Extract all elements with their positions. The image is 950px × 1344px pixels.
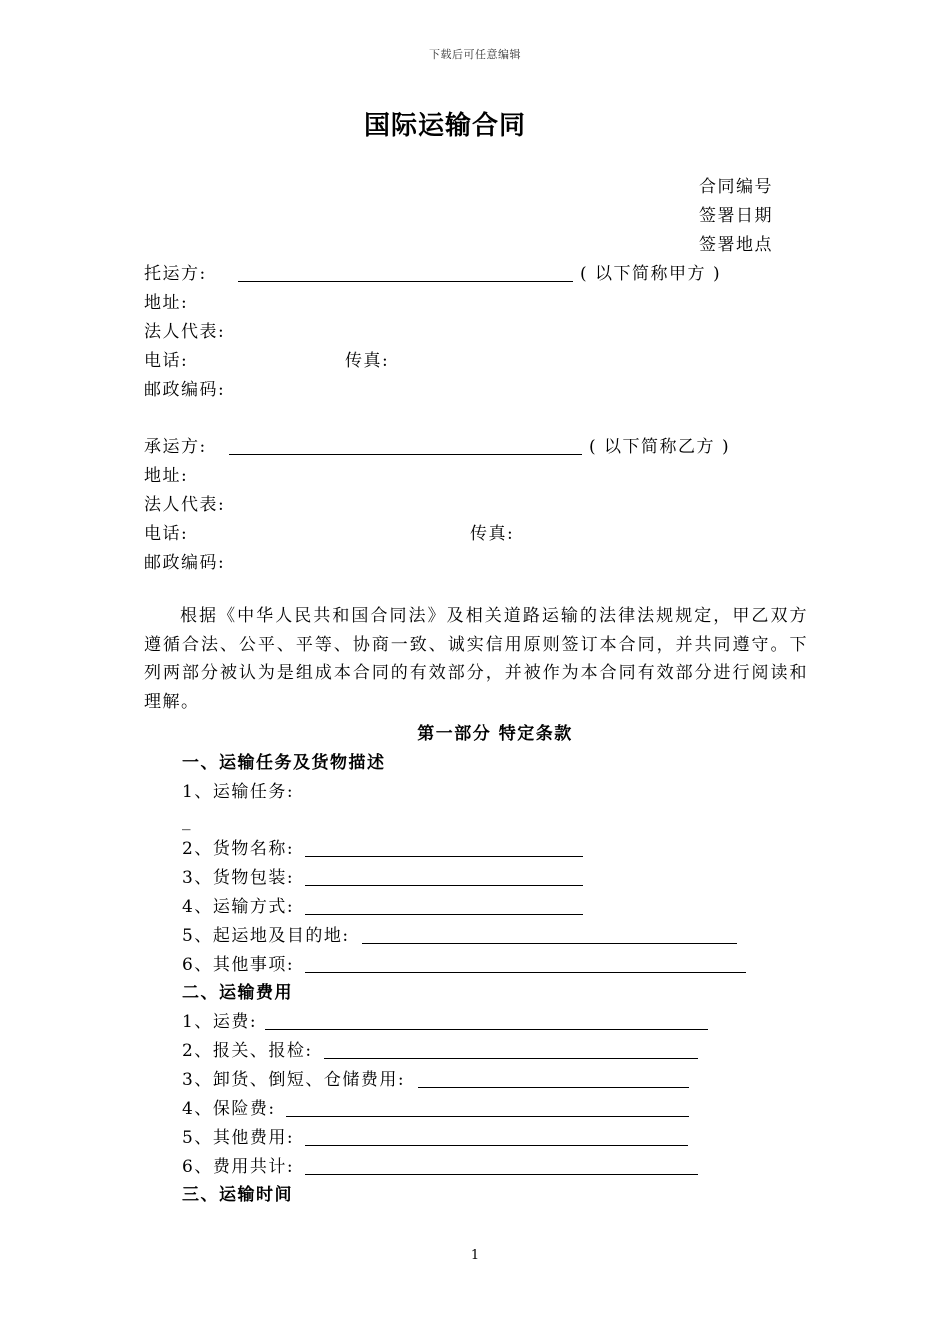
section1-item-3: 3、货物包装: bbox=[182, 868, 295, 888]
section2-item-5: 5、其他费用: bbox=[182, 1128, 295, 1148]
party-a-name-blank[interactable] bbox=[238, 281, 573, 282]
sign-place-label: 签署地点 bbox=[699, 235, 773, 255]
party-a-legal-rep-label: 法人代表: bbox=[144, 322, 226, 342]
section2-item-3: 3、卸货、倒短、仓储费用: bbox=[182, 1070, 406, 1090]
section1-item-4: 4、运输方式: bbox=[182, 897, 295, 917]
origin-destination-blank[interactable] bbox=[362, 943, 737, 944]
party-b-address-label: 地址: bbox=[144, 466, 189, 486]
section2-item-6: 6、费用共计: bbox=[182, 1157, 295, 1177]
sign-date-label: 签署日期 bbox=[699, 206, 773, 226]
page-number: 1 bbox=[470, 1248, 480, 1263]
party-b-label: 承运方: bbox=[144, 437, 207, 457]
insurance-fee-blank[interactable] bbox=[286, 1116, 689, 1117]
section1-item-5: 5、起运地及目的地: bbox=[182, 926, 350, 946]
section2-item-1: 1、运费: bbox=[182, 1012, 258, 1032]
party-b-legal-rep-label: 法人代表: bbox=[144, 495, 226, 515]
party-b-name-blank[interactable] bbox=[229, 454, 582, 455]
section2-heading: 二、运输费用 bbox=[182, 983, 293, 1003]
party-b-postcode-label: 邮政编码: bbox=[144, 553, 226, 573]
party-a-label: 托运方: bbox=[144, 264, 207, 284]
party-a-address-label: 地址: bbox=[144, 293, 189, 313]
section1-item-6: 6、其他事项: bbox=[182, 955, 295, 975]
section2-item-4: 4、保险费: bbox=[182, 1099, 276, 1119]
section1-item-1: 1、运输任务: bbox=[182, 782, 295, 802]
party-a-fax-label: 传真: bbox=[345, 351, 390, 371]
section1-heading: 一、运输任务及货物描述 bbox=[182, 753, 386, 773]
part1-heading: 第一部分 特定条款 bbox=[417, 724, 573, 744]
party-a-suffix: ( 以下简称甲方 ) bbox=[580, 264, 722, 284]
document-title: 国际运输合同 bbox=[363, 111, 526, 141]
contract-number-label: 合同编号 bbox=[699, 177, 773, 197]
party-a-postcode-label: 邮政编码: bbox=[144, 380, 226, 400]
party-a-phone-label: 电话: bbox=[144, 351, 189, 371]
party-b-phone-label: 电话: bbox=[144, 524, 189, 544]
section1-underscore: _ bbox=[182, 811, 192, 831]
section1-item-2: 2、货物名称: bbox=[182, 839, 295, 859]
party-b-suffix: ( 以下简称乙方 ) bbox=[589, 437, 731, 457]
goods-package-blank[interactable] bbox=[305, 885, 583, 886]
unloading-storage-blank[interactable] bbox=[418, 1087, 689, 1088]
header-note: 下载后可任意编辑 bbox=[429, 48, 521, 61]
total-fees-blank[interactable] bbox=[305, 1174, 698, 1175]
customs-inspection-blank[interactable] bbox=[324, 1058, 698, 1059]
party-b-fax-label: 传真: bbox=[470, 524, 515, 544]
intro-paragraph: 根据《中华人民共和国合同法》及相关道路运输的法律法规规定，甲乙双方遵循合法、公平、平等、协商一致、诚实信用原则签订本合同，并共同遵守。下列两部分被认为是组成本合同的有效部分，并被作为本合同有效部分进行阅读和理解。 bbox=[144, 606, 808, 712]
goods-name-blank[interactable] bbox=[305, 856, 583, 857]
freight-fee-blank[interactable] bbox=[265, 1029, 708, 1030]
other-matters-blank[interactable] bbox=[305, 972, 746, 973]
section3-heading: 三、运输时间 bbox=[182, 1185, 293, 1205]
other-fees-blank[interactable] bbox=[305, 1145, 688, 1146]
transport-mode-blank[interactable] bbox=[305, 914, 583, 915]
section2-item-2: 2、报关、报检: bbox=[182, 1041, 313, 1061]
